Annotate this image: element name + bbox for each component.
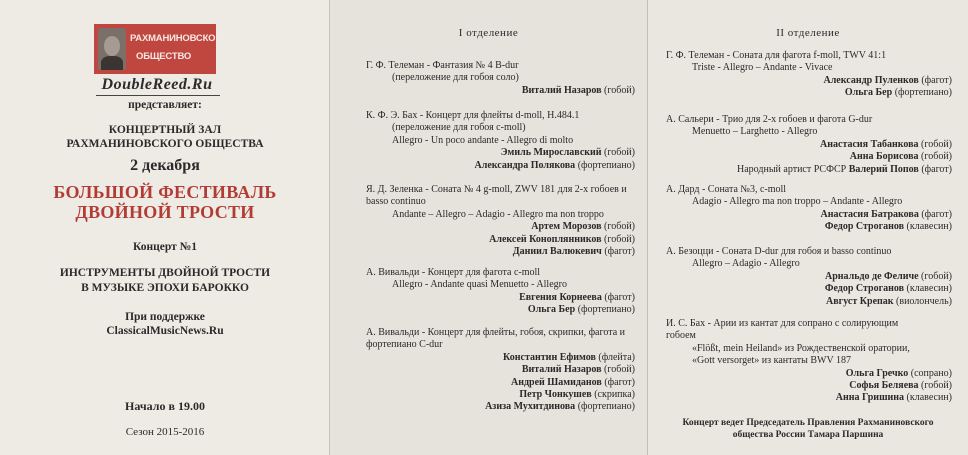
programme-item	[666, 318, 952, 405]
performer-line	[666, 368, 952, 380]
performer-line	[666, 209, 952, 221]
performer-name: Андрей Шамиданов	[510, 376, 602, 388]
performer-name: Федор Строганов	[824, 221, 905, 233]
portrait-icon	[98, 28, 126, 70]
performer-line	[666, 296, 952, 308]
performer-line	[666, 392, 952, 404]
performer-line	[666, 283, 952, 295]
society-logo	[94, 24, 222, 74]
programme-item	[666, 50, 952, 100]
brand-underline	[96, 95, 220, 96]
performer-name: Эмиль Мирославский	[500, 147, 602, 159]
performer-instrument: (гобой)	[921, 138, 952, 150]
festival-title-line2: ДВОЙНОЙ ТРОСТИ	[75, 202, 255, 222]
performer-instrument: (гобой)	[604, 221, 635, 233]
performer-instrument: (фагот)	[604, 246, 635, 258]
performer-name: Константин Ефимов	[503, 351, 596, 363]
work-title: А. Сальери - Трио для 2-х гобоев и фагота G-dur	[666, 114, 873, 125]
programme-item	[366, 110, 635, 172]
performer-name: Анна Гришина	[835, 392, 905, 404]
performer-name: Ольга Бер	[844, 87, 893, 99]
logo-text-line2: ОБЩЕСТВО	[136, 51, 192, 62]
performer-instrument: (виолончель)	[896, 295, 952, 307]
work-title: К. Ф. Э. Бах - Концерт для флейты d-moll, H.484.1	[366, 110, 580, 121]
work-movements: Allegro – Adagio - Allegro	[692, 258, 800, 270]
performer-instrument: (гобой)	[604, 147, 635, 159]
work-movements: Allegro - Andante quasi Menuetto - Allegro	[392, 279, 567, 291]
performer-name: Ольга Бер	[527, 304, 576, 316]
work-movements: Menuetto – Larghetto - Allegro	[692, 126, 818, 138]
work-movements: Allegro - Un poco andante - Allegro di molto	[392, 134, 574, 146]
performer-instrument: (клавесин)	[906, 392, 952, 404]
concert-number: Концерт №1	[133, 241, 197, 253]
performer-instrument: (клавесин)	[906, 283, 952, 295]
theme-line1: ИНСТРУМЕНТЫ ДВОЙНОЙ ТРОСТИ	[59, 267, 271, 279]
performer-name: Александра Полякова	[474, 159, 576, 171]
performer-line	[366, 377, 635, 389]
work-title: гобоем	[666, 330, 696, 342]
performer-instrument: (гобой)	[921, 270, 952, 282]
work-movements: «Flößt, mein Heiland» из Рождественской оратории,	[692, 342, 910, 354]
performer-name: Виталий Назаров	[521, 364, 602, 376]
performer-name: Виталий Назаров	[521, 84, 602, 96]
performer-line	[366, 389, 635, 401]
work-title: И. С. Бах - Арии из кантат для сопрано с солирующим	[666, 318, 899, 329]
performer-line	[366, 364, 635, 376]
venue-line2: РАХМАНИНОВСКОГО ОБЩЕСТВА	[66, 138, 264, 150]
performer-name: Анастасия Табанкова	[820, 138, 919, 150]
programme-item	[666, 246, 952, 308]
performer-name: Артем Морозов	[531, 221, 602, 233]
performer-line	[666, 164, 952, 176]
part1-title: I отделение	[458, 27, 519, 39]
performer-line	[666, 151, 952, 163]
work-title: А. Вивальди - Концерт для флейты, гобоя, скрипки, фагота и	[366, 327, 625, 338]
start-time: Начало в 19.00	[125, 399, 205, 413]
presents-text: представляет:	[128, 99, 202, 111]
programme-item	[666, 114, 952, 176]
work-title: basso continuo	[366, 196, 426, 208]
performer-line	[366, 246, 635, 258]
venue-line1: КОНЦЕРТНЫЙ ЗАЛ	[108, 124, 222, 136]
work-title: А. Вивальди - Концерт для фагота c-moll	[366, 267, 541, 278]
part2-panel	[648, 0, 968, 455]
performer-name: Анастасия Батракова	[820, 208, 919, 220]
work-title: Г. Ф. Телеман - Соната для фагота f-moll, TWV 41:1	[666, 50, 887, 61]
cover-panel	[0, 0, 330, 455]
performer-name: Валерий Попов	[848, 163, 919, 175]
work-title: А. Безоцци - Соната D-dur для гобоя и basso continuo	[666, 246, 892, 257]
performer-title: Народный артист РСФСР	[737, 163, 847, 175]
performer-instrument: (гобой)	[604, 233, 635, 245]
performer-name: Федор Строганов	[824, 283, 905, 295]
performer-name: Алексей Коноплянников	[489, 233, 602, 245]
host-note	[648, 417, 968, 441]
support-line1: При поддержке	[125, 311, 205, 323]
performer-name: Ольга Гречко	[845, 367, 909, 379]
performer-instrument: (фагот)	[604, 376, 635, 388]
performer-line	[366, 304, 635, 316]
performer-line	[366, 401, 635, 413]
performer-line	[366, 221, 635, 233]
theme-line2: В МУЗЫКЕ ЭПОХИ БАРОККО	[81, 282, 249, 294]
performer-instrument: (фортепиано)	[577, 159, 635, 171]
performer-instrument: (фортепиано)	[894, 87, 952, 99]
performer-name: Петр Чонкушев	[519, 389, 592, 401]
performer-name: Азиза Мухитдинова	[485, 401, 576, 413]
season: Сезон 2015-2016	[125, 426, 205, 438]
brand-name: DoubleReed.Ru	[101, 76, 213, 93]
logo-text-line1: РАХМАНИНОВСКОЕ	[130, 33, 222, 44]
performer-instrument: (гобой)	[921, 380, 952, 392]
performer-line	[666, 380, 952, 392]
performer-line	[366, 147, 635, 159]
work-movements: (переложение для гобоя соло)	[392, 72, 519, 84]
performer-line	[666, 87, 952, 99]
performer-name: Евгения Корнеева	[519, 291, 602, 303]
host-note-line2: общества России Тамара Паршина	[732, 430, 884, 440]
performer-instrument: (флейта)	[598, 351, 635, 363]
work-title: Г. Ф. Телеман - Фантазия № 4 B-dur	[366, 60, 519, 71]
work-movements: Adagio - Allegro ma non troppo – Andante - Allegro	[692, 196, 903, 208]
work-title: Я. Д. Зеленка - Соната № 4 g-moll, ZWV 181 для 2-х гобоев и	[366, 184, 627, 195]
work-movements: Andante – Allegro – Adagio - Allegro ma non troppo	[392, 208, 604, 220]
performer-instrument: (гобой)	[604, 84, 635, 96]
performer-line	[366, 292, 635, 304]
programme-item	[366, 60, 635, 97]
performer-instrument: (гобой)	[921, 151, 952, 163]
support-line2: ClassicalMusicNews.Ru	[106, 325, 224, 337]
performer-name: Даниил Валюкевич	[512, 246, 602, 258]
performer-line	[366, 352, 635, 364]
work-title: А. Дард - Соната №3, c-moll	[666, 184, 787, 195]
concert-date: 2 декабря	[130, 157, 200, 174]
programme-item	[366, 327, 635, 414]
festival-title-line1: БОЛЬШОЙ ФЕСТИВАЛЬ	[53, 182, 277, 202]
performer-instrument: (скрипка)	[594, 389, 635, 401]
part1-panel	[330, 0, 648, 455]
host-note-line1: Концерт ведет Председатель Правления Рахманиновского	[682, 418, 934, 428]
performer-instrument: (фагот)	[921, 74, 952, 86]
performer-name: Август Крепак	[826, 295, 894, 307]
performer-line	[366, 160, 635, 172]
work-title: фортепиано C-dur	[366, 339, 443, 351]
performer-instrument: (сопрано)	[910, 367, 952, 379]
performer-name: Арнальдо де Феличе	[824, 270, 919, 282]
performer-line	[666, 75, 952, 87]
performer-name: Александр Пуленков	[823, 74, 919, 86]
performer-name: Анна Борисова	[849, 151, 919, 163]
programme-item	[366, 267, 635, 317]
performer-instrument: (фагот)	[921, 163, 952, 175]
work-movements: «Gott versorget» из кантаты BWV 187	[692, 355, 852, 367]
programme-item	[366, 184, 635, 258]
performer-line	[666, 271, 952, 283]
part2-title: II отделение	[776, 27, 840, 39]
work-movements: (переложение для гобоя c-moll)	[392, 122, 526, 134]
performer-name: Софья Беляева	[849, 380, 919, 392]
performer-line	[366, 85, 635, 97]
performer-instrument: (клавесин)	[906, 221, 952, 233]
performer-instrument: (фагот)	[921, 208, 952, 220]
performer-instrument: (фортепиано)	[577, 304, 635, 316]
performer-line	[366, 234, 635, 246]
performer-instrument: (фагот)	[604, 291, 635, 303]
work-movements: Triste - Allegro – Andante - Vivace	[692, 62, 833, 74]
performer-instrument: (гобой)	[604, 364, 635, 376]
performer-line	[666, 221, 952, 233]
performer-instrument: (фортепиано)	[577, 401, 635, 413]
programme-item	[666, 184, 952, 234]
performer-line	[666, 139, 952, 151]
